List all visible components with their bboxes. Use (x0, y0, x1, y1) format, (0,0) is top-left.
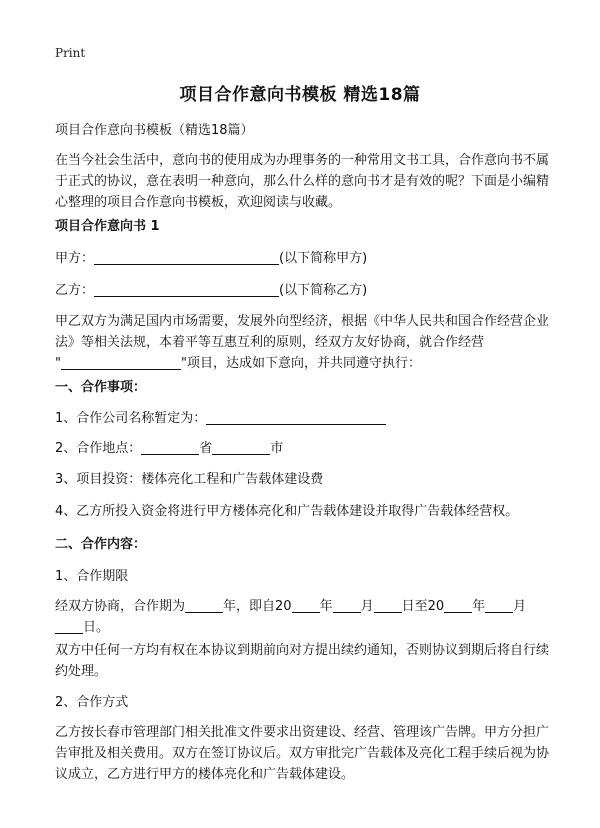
item-3: 3、项目投资：楼体亮化工程和广告载体建设费 (55, 472, 324, 487)
item-2-label: 2、合作地点： (55, 441, 142, 456)
end-month-blank[interactable] (485, 598, 513, 613)
end-day-blank[interactable] (55, 619, 83, 634)
term-m-label: 月 (360, 599, 374, 614)
term-y2-label: 年 (472, 599, 486, 614)
party-a-line (55, 248, 550, 269)
start-month-blank[interactable] (333, 598, 361, 613)
sub-heading-method: 2、合作方式 (55, 695, 129, 710)
item-4: 4、乙方所投入资金将进行甲方楼体亮化和广告载体建设并取得广告载体经营权。 (55, 504, 519, 519)
company-name-blank[interactable] (206, 410, 386, 425)
renewal-paragraph: 双方中任何一方均有权在本协议到期前向对方提出续约通知，否则协议到期后将自行续约处理。 (55, 643, 550, 679)
party-b-line (55, 280, 550, 301)
city-blank[interactable] (212, 440, 270, 455)
term-year-text: 年，即自20 (223, 599, 292, 614)
term-m2-label: 月 (513, 599, 527, 614)
province-blank[interactable] (141, 440, 199, 455)
section-title: 项目合作意向书 1 (55, 219, 160, 234)
term-years-blank[interactable] (185, 598, 223, 613)
term-end-label: 日。 (83, 620, 110, 635)
party-b-suffix: (以下简称乙方) (279, 283, 368, 298)
term-text: 经双方协商，合作期为 (55, 599, 186, 614)
method-paragraph: 乙方按长春市管理部门相关批准文件要求出资建设、经营、管理该广告牌。甲方分担广告审批及相关费用。双方在签订协议后。双方审批完广告载体及亮化工程手续后视为协议成立，乙方进行甲方的楼体亮化和广告载体建设。 (55, 725, 550, 782)
term-y-label: 年 (319, 599, 333, 614)
quote-close: " (180, 356, 187, 371)
party-a-blank[interactable] (94, 250, 279, 265)
item-2-line (55, 438, 550, 459)
intro-paragraph: 在当今社会生活中，意向书的使用成为办理事务的一种常用文书工具，合作意向书不属于正式的协议，意在表明一种意向，那么什么样的意向书才是有效的呢？下面是小编精心整理的项目合作意向书模板，欢迎阅读与收藏。 (55, 153, 550, 210)
start-day-blank[interactable] (374, 598, 402, 613)
province-label: 省 (199, 441, 213, 456)
sub-heading-term: 1、合作期限 (55, 569, 129, 584)
end-year-blank[interactable] (444, 598, 472, 613)
heading-cooperation-content: 二、合作内容： (55, 537, 147, 552)
party-a-label: 甲方： (55, 251, 95, 266)
party-b-label: 乙方： (55, 283, 95, 298)
item-1-line (55, 408, 550, 429)
preamble-text: 甲乙双方为满足国内市场需要，发展外向型经济，根据《中华人民共和国合作经营企业法》等相关法规，本着平等互惠互利的原则，经双方友好协商，就合作经营 (55, 314, 550, 350)
quote-open: " (55, 356, 61, 371)
preamble-paragraph (55, 311, 550, 374)
item-1-label: 1、合作公司名称暂定为： (55, 411, 207, 426)
city-label: 市 (270, 441, 284, 456)
heading-cooperation-items: 一、合作事项： (55, 380, 147, 395)
party-b-blank[interactable] (94, 282, 279, 297)
term-paragraph (55, 596, 550, 638)
term-to-label: 日至20 (401, 599, 445, 614)
party-a-suffix: (以下简称甲方) (279, 251, 368, 266)
subtitle: 项目合作意向书模板（精选18篇） (55, 123, 254, 138)
start-year-blank[interactable] (292, 598, 320, 613)
print-link[interactable]: Print (55, 46, 86, 60)
preamble-end: 项目，达成如下意向，并共同遵守执行： (186, 356, 421, 371)
page-title: 项目合作意向书模板 精选18篇 (179, 85, 421, 105)
project-name-blank[interactable] (61, 355, 181, 370)
